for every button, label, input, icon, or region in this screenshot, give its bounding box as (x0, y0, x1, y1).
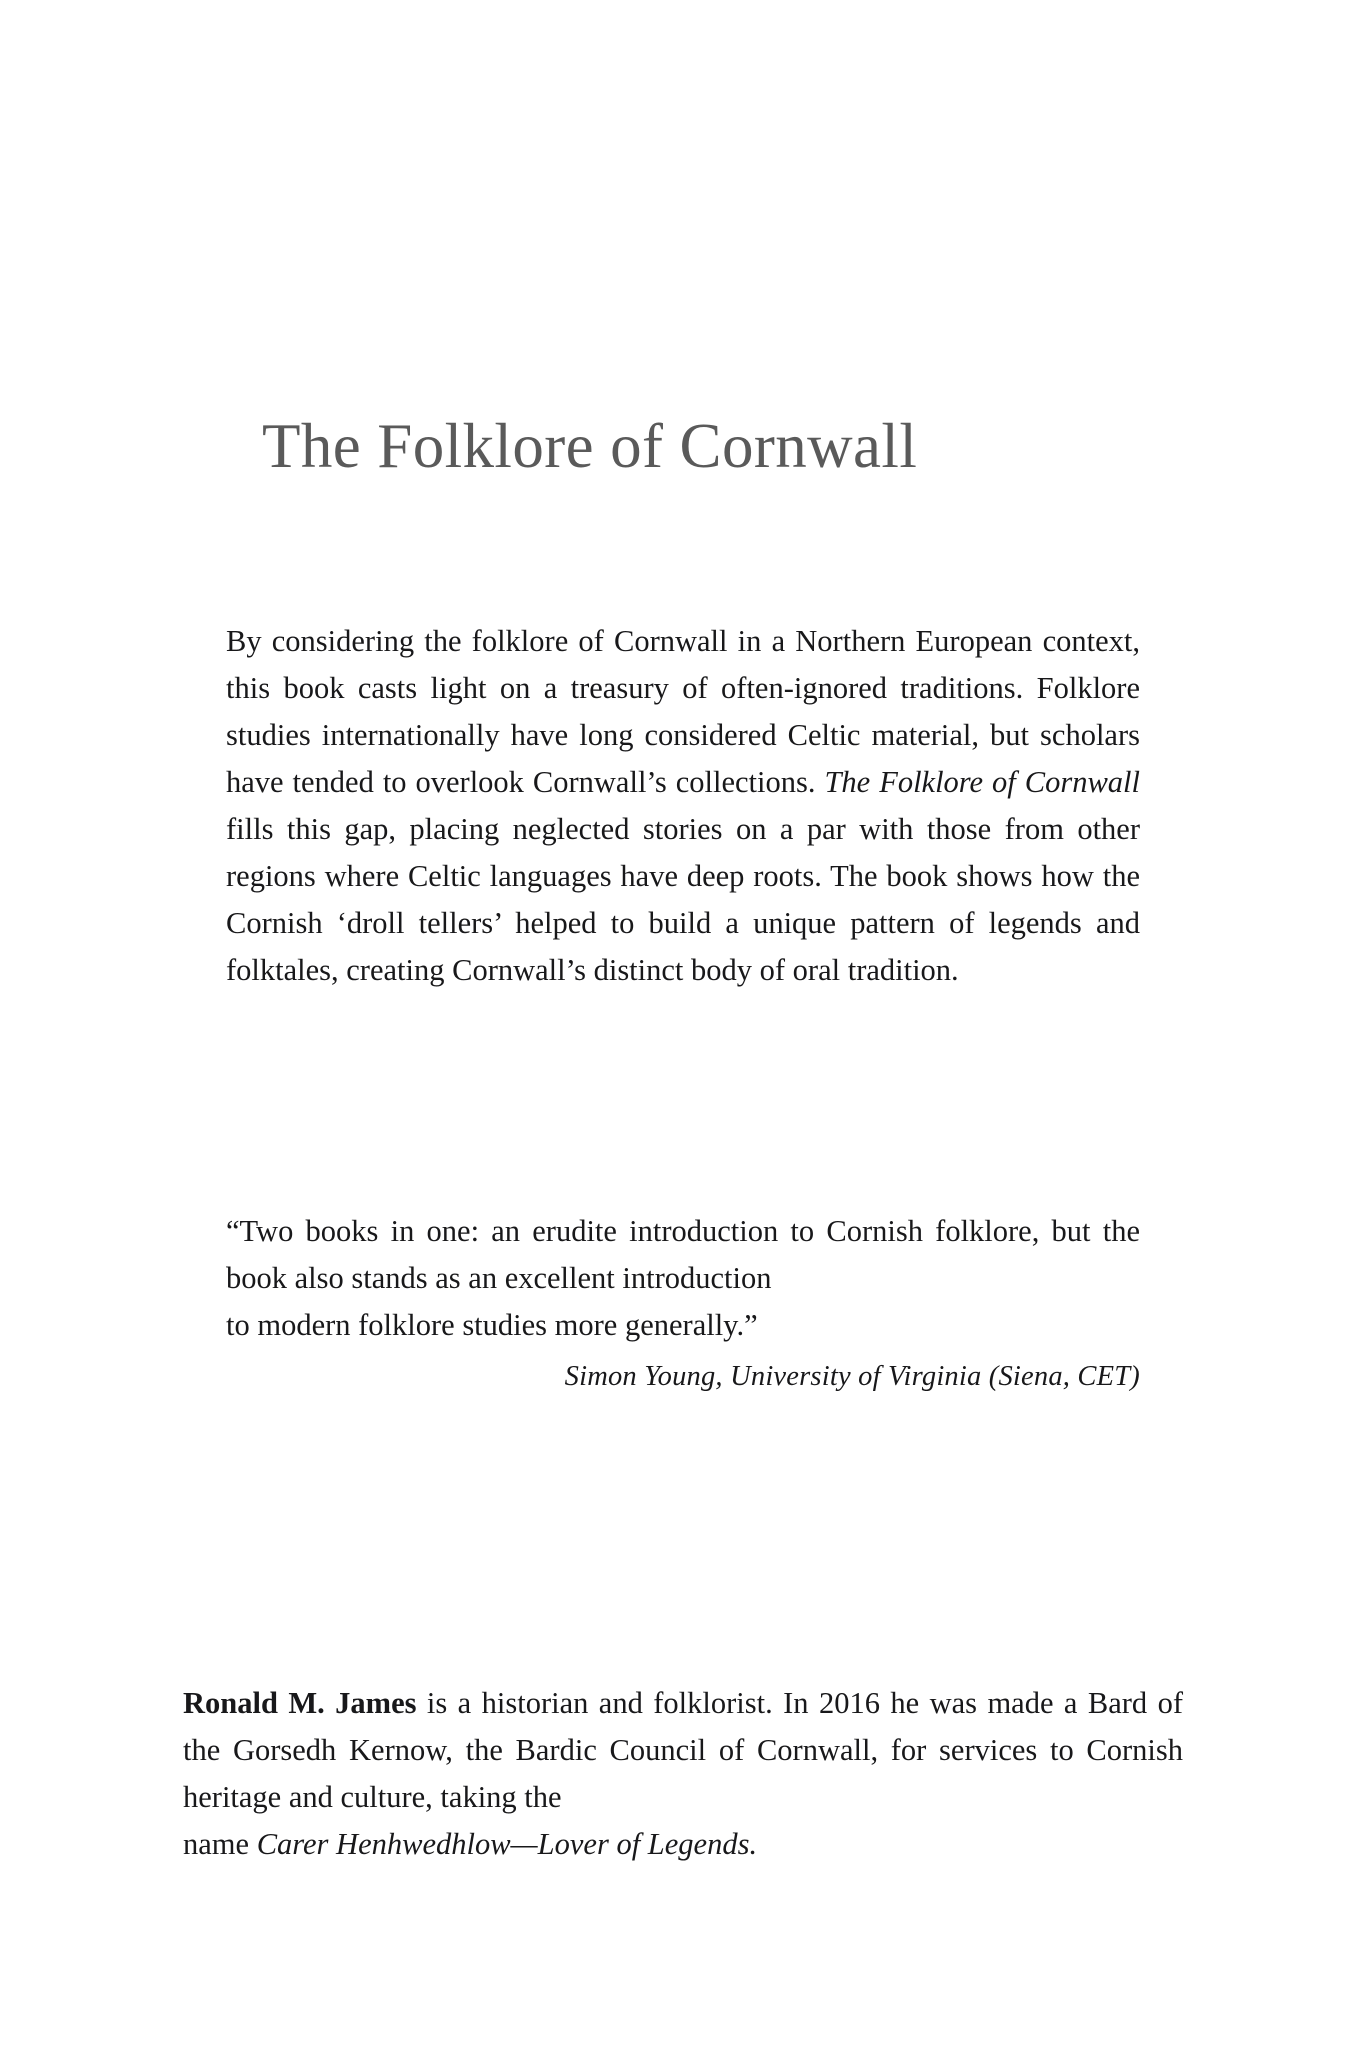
blurb-paragraph (226, 618, 1140, 994)
review-quote-section (226, 1208, 1140, 1398)
review-quote-paragraph (226, 1208, 1140, 1349)
author-bio-last-line (183, 1821, 1183, 1868)
author-bardic-name: Carer Henhwedhlow—Lover of Legends. (256, 1827, 758, 1861)
author-bio-text: is a historian and folklorist. In 2016 he was made a Bard of the Gorsedh Kernow, the Bardic Council of Cornwall, for services to Cornish heritage and culture, taking the (183, 1686, 1183, 1814)
author-bio-last-line-lead: name (183, 1827, 257, 1861)
review-quote-last-line: to modern folklore studies more generally.” (226, 1308, 758, 1342)
author-bio-section (183, 1680, 1183, 1868)
author-name: Ronald M. James (183, 1686, 417, 1720)
blurb-italic-book-title: The Folklore of Cornwall (824, 765, 1141, 799)
blurb-section (226, 618, 1140, 994)
author-bio-paragraph (183, 1680, 1183, 1868)
review-quote-body: “Two books in one: an erudite introduction to Cornish folklore, but the book also stands as an excellent introduction (226, 1214, 1140, 1295)
review-quote-attribution: Simon Young, University of Virginia (Siena, CET) (564, 1361, 1140, 1392)
blurb-text-part-one: By considering the folklore of Cornwall in a Northern European context, this book casts light on a treasury of often-ignored traditions. Folklore studies internationally have long considered Celtic material, but scholars have tended to overlook Cornwall’s collections. (226, 624, 1140, 799)
page-title: The Folklore of Cornwall (262, 411, 918, 481)
blurb-text-part-two: fills this gap, placing neglected stories on a par with those from other regions where Celtic languages have deep roots. The book shows how the Cornish ‘droll tellers’ helped to build a unique pattern of legends and folktales, creating Cornwall’s distinct body of oral tradition. (226, 812, 1140, 987)
